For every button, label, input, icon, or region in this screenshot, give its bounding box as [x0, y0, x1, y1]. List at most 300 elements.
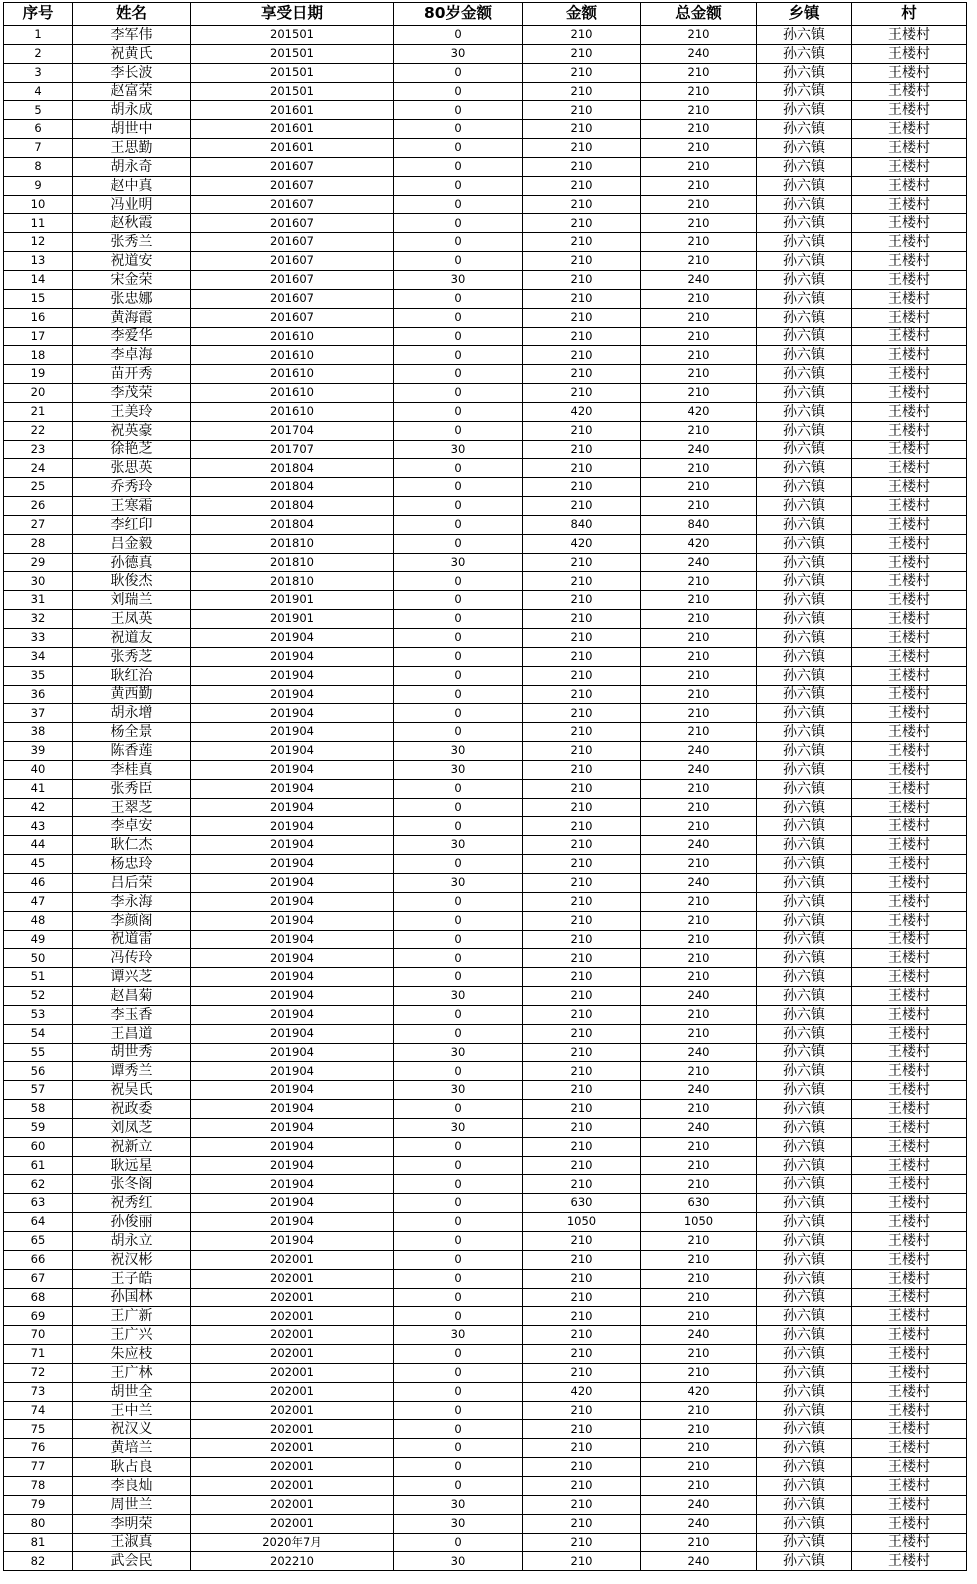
cell-township: 孙六镇 [757, 760, 852, 779]
cell-age80-amount: 0 [394, 214, 523, 233]
cell-amount: 210 [523, 911, 641, 930]
cell-age80-amount: 0 [394, 195, 523, 214]
cell-date: 201904 [191, 629, 394, 648]
cell-township: 孙六镇 [757, 120, 852, 139]
cell-total: 210 [641, 779, 757, 798]
cell-date: 202001 [191, 1269, 394, 1288]
table-row [4, 1137, 967, 1156]
cell-total: 630 [641, 1194, 757, 1213]
cell-seq: 57 [4, 1081, 73, 1100]
table-row [4, 1156, 967, 1175]
cell-township: 孙六镇 [757, 817, 852, 836]
cell-seq: 32 [4, 610, 73, 629]
cell-township: 孙六镇 [757, 1439, 852, 1458]
cell-amount: 210 [523, 1250, 641, 1269]
cell-village: 王楼村 [852, 798, 967, 817]
cell-age80-amount: 30 [394, 553, 523, 572]
table-row [4, 685, 967, 704]
cell-village: 王楼村 [852, 101, 967, 120]
cell-amount: 210 [523, 855, 641, 874]
cell-amount: 210 [523, 497, 641, 516]
cell-township: 孙六镇 [757, 402, 852, 421]
cell-date: 201904 [191, 987, 394, 1006]
cell-age80-amount: 0 [394, 949, 523, 968]
cell-township: 孙六镇 [757, 1024, 852, 1043]
cell-township: 孙六镇 [757, 1514, 852, 1533]
cell-name: 李卓海 [73, 346, 191, 365]
cell-name: 谭兴芝 [73, 968, 191, 987]
cell-township: 孙六镇 [757, 176, 852, 195]
cell-amount: 210 [523, 270, 641, 289]
cell-date: 201607 [191, 289, 394, 308]
cell-age80-amount: 30 [394, 44, 523, 63]
cell-name: 祝吴氏 [73, 1081, 191, 1100]
cell-village: 王楼村 [852, 1269, 967, 1288]
cell-date: 201904 [191, 798, 394, 817]
cell-name: 耿俊杰 [73, 572, 191, 591]
cell-amount: 210 [523, 1232, 641, 1251]
cell-total: 210 [641, 195, 757, 214]
table-row [4, 365, 967, 384]
table-row [4, 1024, 967, 1043]
cell-age80-amount: 0 [394, 176, 523, 195]
cell-date: 201610 [191, 346, 394, 365]
cell-village: 王楼村 [852, 572, 967, 591]
cell-date: 201610 [191, 402, 394, 421]
cell-seq: 9 [4, 176, 73, 195]
cell-village: 王楼村 [852, 892, 967, 911]
cell-age80-amount: 0 [394, 1024, 523, 1043]
cell-total: 210 [641, 289, 757, 308]
cell-total: 210 [641, 120, 757, 139]
table-body [4, 26, 967, 1571]
cell-township: 孙六镇 [757, 591, 852, 610]
header-seq: 序号 [4, 3, 73, 26]
cell-name: 李玉香 [73, 1005, 191, 1024]
cell-township: 孙六镇 [757, 873, 852, 892]
cell-age80-amount: 30 [394, 987, 523, 1006]
cell-name: 李军伟 [73, 26, 191, 45]
table-row [4, 1288, 967, 1307]
cell-amount: 210 [523, 26, 641, 45]
cell-date: 201607 [191, 308, 394, 327]
cell-seq: 38 [4, 723, 73, 742]
table-row [4, 214, 967, 233]
cell-seq: 20 [4, 384, 73, 403]
cell-village: 王楼村 [852, 289, 967, 308]
cell-village: 王楼村 [852, 1401, 967, 1420]
table-row [4, 157, 967, 176]
cell-date: 201707 [191, 440, 394, 459]
cell-amount: 210 [523, 459, 641, 478]
table-row [4, 1363, 967, 1382]
cell-age80-amount: 0 [394, 892, 523, 911]
cell-township: 孙六镇 [757, 629, 852, 648]
cell-name: 谭秀兰 [73, 1062, 191, 1081]
cell-name: 孙俊丽 [73, 1213, 191, 1232]
cell-amount: 210 [523, 1307, 641, 1326]
cell-name: 胡世全 [73, 1382, 191, 1401]
cell-village: 王楼村 [852, 685, 967, 704]
cell-village: 王楼村 [852, 1024, 967, 1043]
cell-township: 孙六镇 [757, 421, 852, 440]
cell-date: 2020年7月 [191, 1533, 394, 1552]
cell-seq: 5 [4, 101, 73, 120]
cell-date: 201904 [191, 723, 394, 742]
cell-date: 201904 [191, 1100, 394, 1119]
cell-age80-amount: 30 [394, 1552, 523, 1571]
cell-total: 210 [641, 459, 757, 478]
cell-age80-amount: 0 [394, 629, 523, 648]
table-row [4, 666, 967, 685]
cell-date: 201804 [191, 497, 394, 516]
cell-total: 210 [641, 892, 757, 911]
cell-age80-amount: 30 [394, 873, 523, 892]
cell-township: 孙六镇 [757, 270, 852, 289]
cell-seq: 39 [4, 742, 73, 761]
cell-seq: 31 [4, 591, 73, 610]
cell-seq: 61 [4, 1156, 73, 1175]
cell-seq: 80 [4, 1514, 73, 1533]
cell-name: 祝英豪 [73, 421, 191, 440]
cell-amount: 210 [523, 384, 641, 403]
cell-total: 210 [641, 949, 757, 968]
cell-total: 240 [641, 873, 757, 892]
cell-amount: 210 [523, 1495, 641, 1514]
cell-age80-amount: 0 [394, 120, 523, 139]
cell-date: 201904 [191, 1024, 394, 1043]
cell-seq: 45 [4, 855, 73, 874]
cell-name: 李红印 [73, 515, 191, 534]
cell-seq: 58 [4, 1100, 73, 1119]
cell-village: 王楼村 [852, 1458, 967, 1477]
cell-seq: 41 [4, 779, 73, 798]
cell-age80-amount: 30 [394, 742, 523, 761]
cell-total: 210 [641, 1401, 757, 1420]
header-township: 乡镇 [757, 3, 852, 26]
cell-amount: 210 [523, 1100, 641, 1119]
cell-name: 李卓安 [73, 817, 191, 836]
cell-name: 胡永立 [73, 1232, 191, 1251]
cell-total: 210 [641, 365, 757, 384]
cell-amount: 210 [523, 1476, 641, 1495]
cell-age80-amount: 0 [394, 289, 523, 308]
cell-amount: 210 [523, 1043, 641, 1062]
cell-name: 黄西勤 [73, 685, 191, 704]
cell-township: 孙六镇 [757, 139, 852, 158]
cell-township: 孙六镇 [757, 327, 852, 346]
cell-township: 孙六镇 [757, 892, 852, 911]
cell-village: 王楼村 [852, 1439, 967, 1458]
cell-amount: 210 [523, 157, 641, 176]
cell-date: 201904 [191, 685, 394, 704]
cell-seq: 11 [4, 214, 73, 233]
cell-name: 刘凤芝 [73, 1118, 191, 1137]
cell-township: 孙六镇 [757, 515, 852, 534]
cell-total: 210 [641, 26, 757, 45]
cell-date: 201501 [191, 44, 394, 63]
cell-age80-amount: 0 [394, 421, 523, 440]
cell-seq: 55 [4, 1043, 73, 1062]
cell-seq: 44 [4, 836, 73, 855]
cell-seq: 81 [4, 1533, 73, 1552]
cell-amount: 840 [523, 515, 641, 534]
cell-total: 210 [641, 1420, 757, 1439]
cell-total: 210 [641, 572, 757, 591]
cell-name: 黄培兰 [73, 1439, 191, 1458]
cell-amount: 630 [523, 1194, 641, 1213]
table-row [4, 1420, 967, 1439]
table-row [4, 629, 967, 648]
cell-township: 孙六镇 [757, 289, 852, 308]
cell-name: 黄海霞 [73, 308, 191, 327]
cell-seq: 71 [4, 1345, 73, 1364]
cell-age80-amount: 30 [394, 270, 523, 289]
cell-age80-amount: 0 [394, 1250, 523, 1269]
cell-name: 王寒霜 [73, 497, 191, 516]
cell-seq: 62 [4, 1175, 73, 1194]
cell-date: 201607 [191, 214, 394, 233]
cell-total: 1050 [641, 1213, 757, 1232]
cell-date: 201804 [191, 478, 394, 497]
cell-village: 王楼村 [852, 497, 967, 516]
cell-amount: 210 [523, 591, 641, 610]
cell-date: 201904 [191, 873, 394, 892]
cell-amount: 210 [523, 873, 641, 892]
cell-village: 王楼村 [852, 515, 967, 534]
cell-name: 孙德真 [73, 553, 191, 572]
cell-amount: 210 [523, 139, 641, 158]
cell-township: 孙六镇 [757, 252, 852, 271]
cell-name: 乔秀玲 [73, 478, 191, 497]
cell-amount: 210 [523, 1005, 641, 1024]
cell-total: 210 [641, 233, 757, 252]
cell-total: 240 [641, 760, 757, 779]
cell-township: 孙六镇 [757, 233, 852, 252]
cell-total: 210 [641, 1307, 757, 1326]
cell-total: 210 [641, 497, 757, 516]
cell-total: 210 [641, 1005, 757, 1024]
cell-total: 210 [641, 327, 757, 346]
cell-name: 李明荣 [73, 1514, 191, 1533]
cell-amount: 420 [523, 402, 641, 421]
cell-village: 王楼村 [852, 402, 967, 421]
cell-name: 耿红治 [73, 666, 191, 685]
cell-township: 孙六镇 [757, 779, 852, 798]
table-row [4, 1552, 967, 1571]
cell-total: 210 [641, 629, 757, 648]
cell-age80-amount: 0 [394, 704, 523, 723]
cell-date: 201904 [191, 1194, 394, 1213]
cell-village: 王楼村 [852, 704, 967, 723]
cell-date: 201904 [191, 855, 394, 874]
cell-amount: 210 [523, 1156, 641, 1175]
cell-name: 祝黄氏 [73, 44, 191, 63]
cell-amount: 210 [523, 233, 641, 252]
cell-date: 202001 [191, 1401, 394, 1420]
cell-age80-amount: 0 [394, 1269, 523, 1288]
cell-date: 201904 [191, 1232, 394, 1251]
cell-age80-amount: 0 [394, 911, 523, 930]
table-row [4, 1043, 967, 1062]
cell-township: 孙六镇 [757, 1156, 852, 1175]
cell-amount: 210 [523, 742, 641, 761]
cell-name: 王广林 [73, 1363, 191, 1382]
cell-amount: 210 [523, 1439, 641, 1458]
cell-amount: 210 [523, 440, 641, 459]
cell-total: 210 [641, 1533, 757, 1552]
cell-name: 耿远星 [73, 1156, 191, 1175]
cell-amount: 210 [523, 892, 641, 911]
cell-total: 210 [641, 1363, 757, 1382]
cell-village: 王楼村 [852, 63, 967, 82]
cell-village: 王楼村 [852, 1288, 967, 1307]
cell-village: 王楼村 [852, 1194, 967, 1213]
cell-total: 210 [641, 308, 757, 327]
cell-amount: 210 [523, 629, 641, 648]
cell-township: 孙六镇 [757, 459, 852, 478]
header-row [4, 3, 967, 26]
cell-village: 王楼村 [852, 629, 967, 648]
cell-village: 王楼村 [852, 346, 967, 365]
cell-amount: 210 [523, 1137, 641, 1156]
table-row [4, 1081, 967, 1100]
cell-date: 201810 [191, 572, 394, 591]
table-row [4, 817, 967, 836]
cell-seq: 77 [4, 1458, 73, 1477]
cell-total: 240 [641, 1081, 757, 1100]
header-name: 姓名 [73, 3, 191, 26]
table-row [4, 233, 967, 252]
cell-total: 210 [641, 1345, 757, 1364]
cell-name: 王子皓 [73, 1269, 191, 1288]
cell-date: 201904 [191, 1062, 394, 1081]
cell-seq: 29 [4, 553, 73, 572]
cell-seq: 79 [4, 1495, 73, 1514]
table-row [4, 968, 967, 987]
cell-date: 201904 [191, 704, 394, 723]
cell-total: 210 [641, 666, 757, 685]
table-row [4, 1194, 967, 1213]
table-row [4, 308, 967, 327]
cell-village: 王楼村 [852, 1250, 967, 1269]
cell-age80-amount: 0 [394, 1363, 523, 1382]
cell-village: 王楼村 [852, 1363, 967, 1382]
cell-amount: 210 [523, 120, 641, 139]
cell-age80-amount: 0 [394, 515, 523, 534]
cell-village: 王楼村 [852, 1495, 967, 1514]
cell-amount: 210 [523, 195, 641, 214]
cell-seq: 35 [4, 666, 73, 685]
cell-village: 王楼村 [852, 1137, 967, 1156]
table-row [4, 553, 967, 572]
cell-village: 王楼村 [852, 1005, 967, 1024]
cell-name: 李良灿 [73, 1476, 191, 1495]
cell-village: 王楼村 [852, 478, 967, 497]
cell-seq: 21 [4, 402, 73, 421]
table-row [4, 1100, 967, 1119]
cell-village: 王楼村 [852, 440, 967, 459]
cell-township: 孙六镇 [757, 610, 852, 629]
cell-seq: 16 [4, 308, 73, 327]
cell-township: 孙六镇 [757, 365, 852, 384]
table-row [4, 1269, 967, 1288]
cell-total: 210 [641, 911, 757, 930]
cell-age80-amount: 0 [394, 666, 523, 685]
cell-village: 王楼村 [852, 252, 967, 271]
cell-village: 王楼村 [852, 195, 967, 214]
cell-name: 张秀芝 [73, 647, 191, 666]
cell-seq: 8 [4, 157, 73, 176]
table-row [4, 515, 967, 534]
table-row [4, 1458, 967, 1477]
cell-seq: 63 [4, 1194, 73, 1213]
cell-age80-amount: 0 [394, 1439, 523, 1458]
cell-township: 孙六镇 [757, 346, 852, 365]
cell-amount: 210 [523, 685, 641, 704]
cell-date: 202001 [191, 1288, 394, 1307]
cell-township: 孙六镇 [757, 384, 852, 403]
cell-total: 210 [641, 346, 757, 365]
cell-township: 孙六镇 [757, 1382, 852, 1401]
cell-date: 201607 [191, 252, 394, 271]
cell-total: 210 [641, 1156, 757, 1175]
cell-amount: 210 [523, 346, 641, 365]
cell-township: 孙六镇 [757, 911, 852, 930]
cell-village: 王楼村 [852, 949, 967, 968]
cell-total: 210 [641, 1100, 757, 1119]
cell-total: 210 [641, 1476, 757, 1495]
cell-seq: 15 [4, 289, 73, 308]
cell-township: 孙六镇 [757, 1345, 852, 1364]
cell-township: 孙六镇 [757, 685, 852, 704]
cell-age80-amount: 0 [394, 591, 523, 610]
table-row [4, 1005, 967, 1024]
cell-village: 王楼村 [852, 1175, 967, 1194]
header-date: 享受日期 [191, 3, 394, 26]
table-row [4, 987, 967, 1006]
cell-date: 201601 [191, 120, 394, 139]
table-row [4, 836, 967, 855]
cell-age80-amount: 30 [394, 1081, 523, 1100]
cell-village: 王楼村 [852, 1232, 967, 1251]
cell-date: 201904 [191, 817, 394, 836]
cell-township: 孙六镇 [757, 1495, 852, 1514]
cell-age80-amount: 0 [394, 1137, 523, 1156]
cell-seq: 30 [4, 572, 73, 591]
cell-village: 王楼村 [852, 1156, 967, 1175]
cell-amount: 210 [523, 421, 641, 440]
cell-seq: 18 [4, 346, 73, 365]
cell-total: 420 [641, 402, 757, 421]
cell-seq: 14 [4, 270, 73, 289]
cell-township: 孙六镇 [757, 855, 852, 874]
cell-age80-amount: 0 [394, 1194, 523, 1213]
cell-village: 王楼村 [852, 308, 967, 327]
cell-township: 孙六镇 [757, 968, 852, 987]
cell-seq: 23 [4, 440, 73, 459]
table-row [4, 798, 967, 817]
cell-date: 202001 [191, 1363, 394, 1382]
cell-amount: 210 [523, 666, 641, 685]
cell-age80-amount: 0 [394, 1476, 523, 1495]
cell-date: 201904 [191, 930, 394, 949]
cell-township: 孙六镇 [757, 572, 852, 591]
cell-age80-amount: 0 [394, 1175, 523, 1194]
cell-total: 240 [641, 440, 757, 459]
cell-village: 王楼村 [852, 139, 967, 158]
cell-name: 武会民 [73, 1552, 191, 1571]
